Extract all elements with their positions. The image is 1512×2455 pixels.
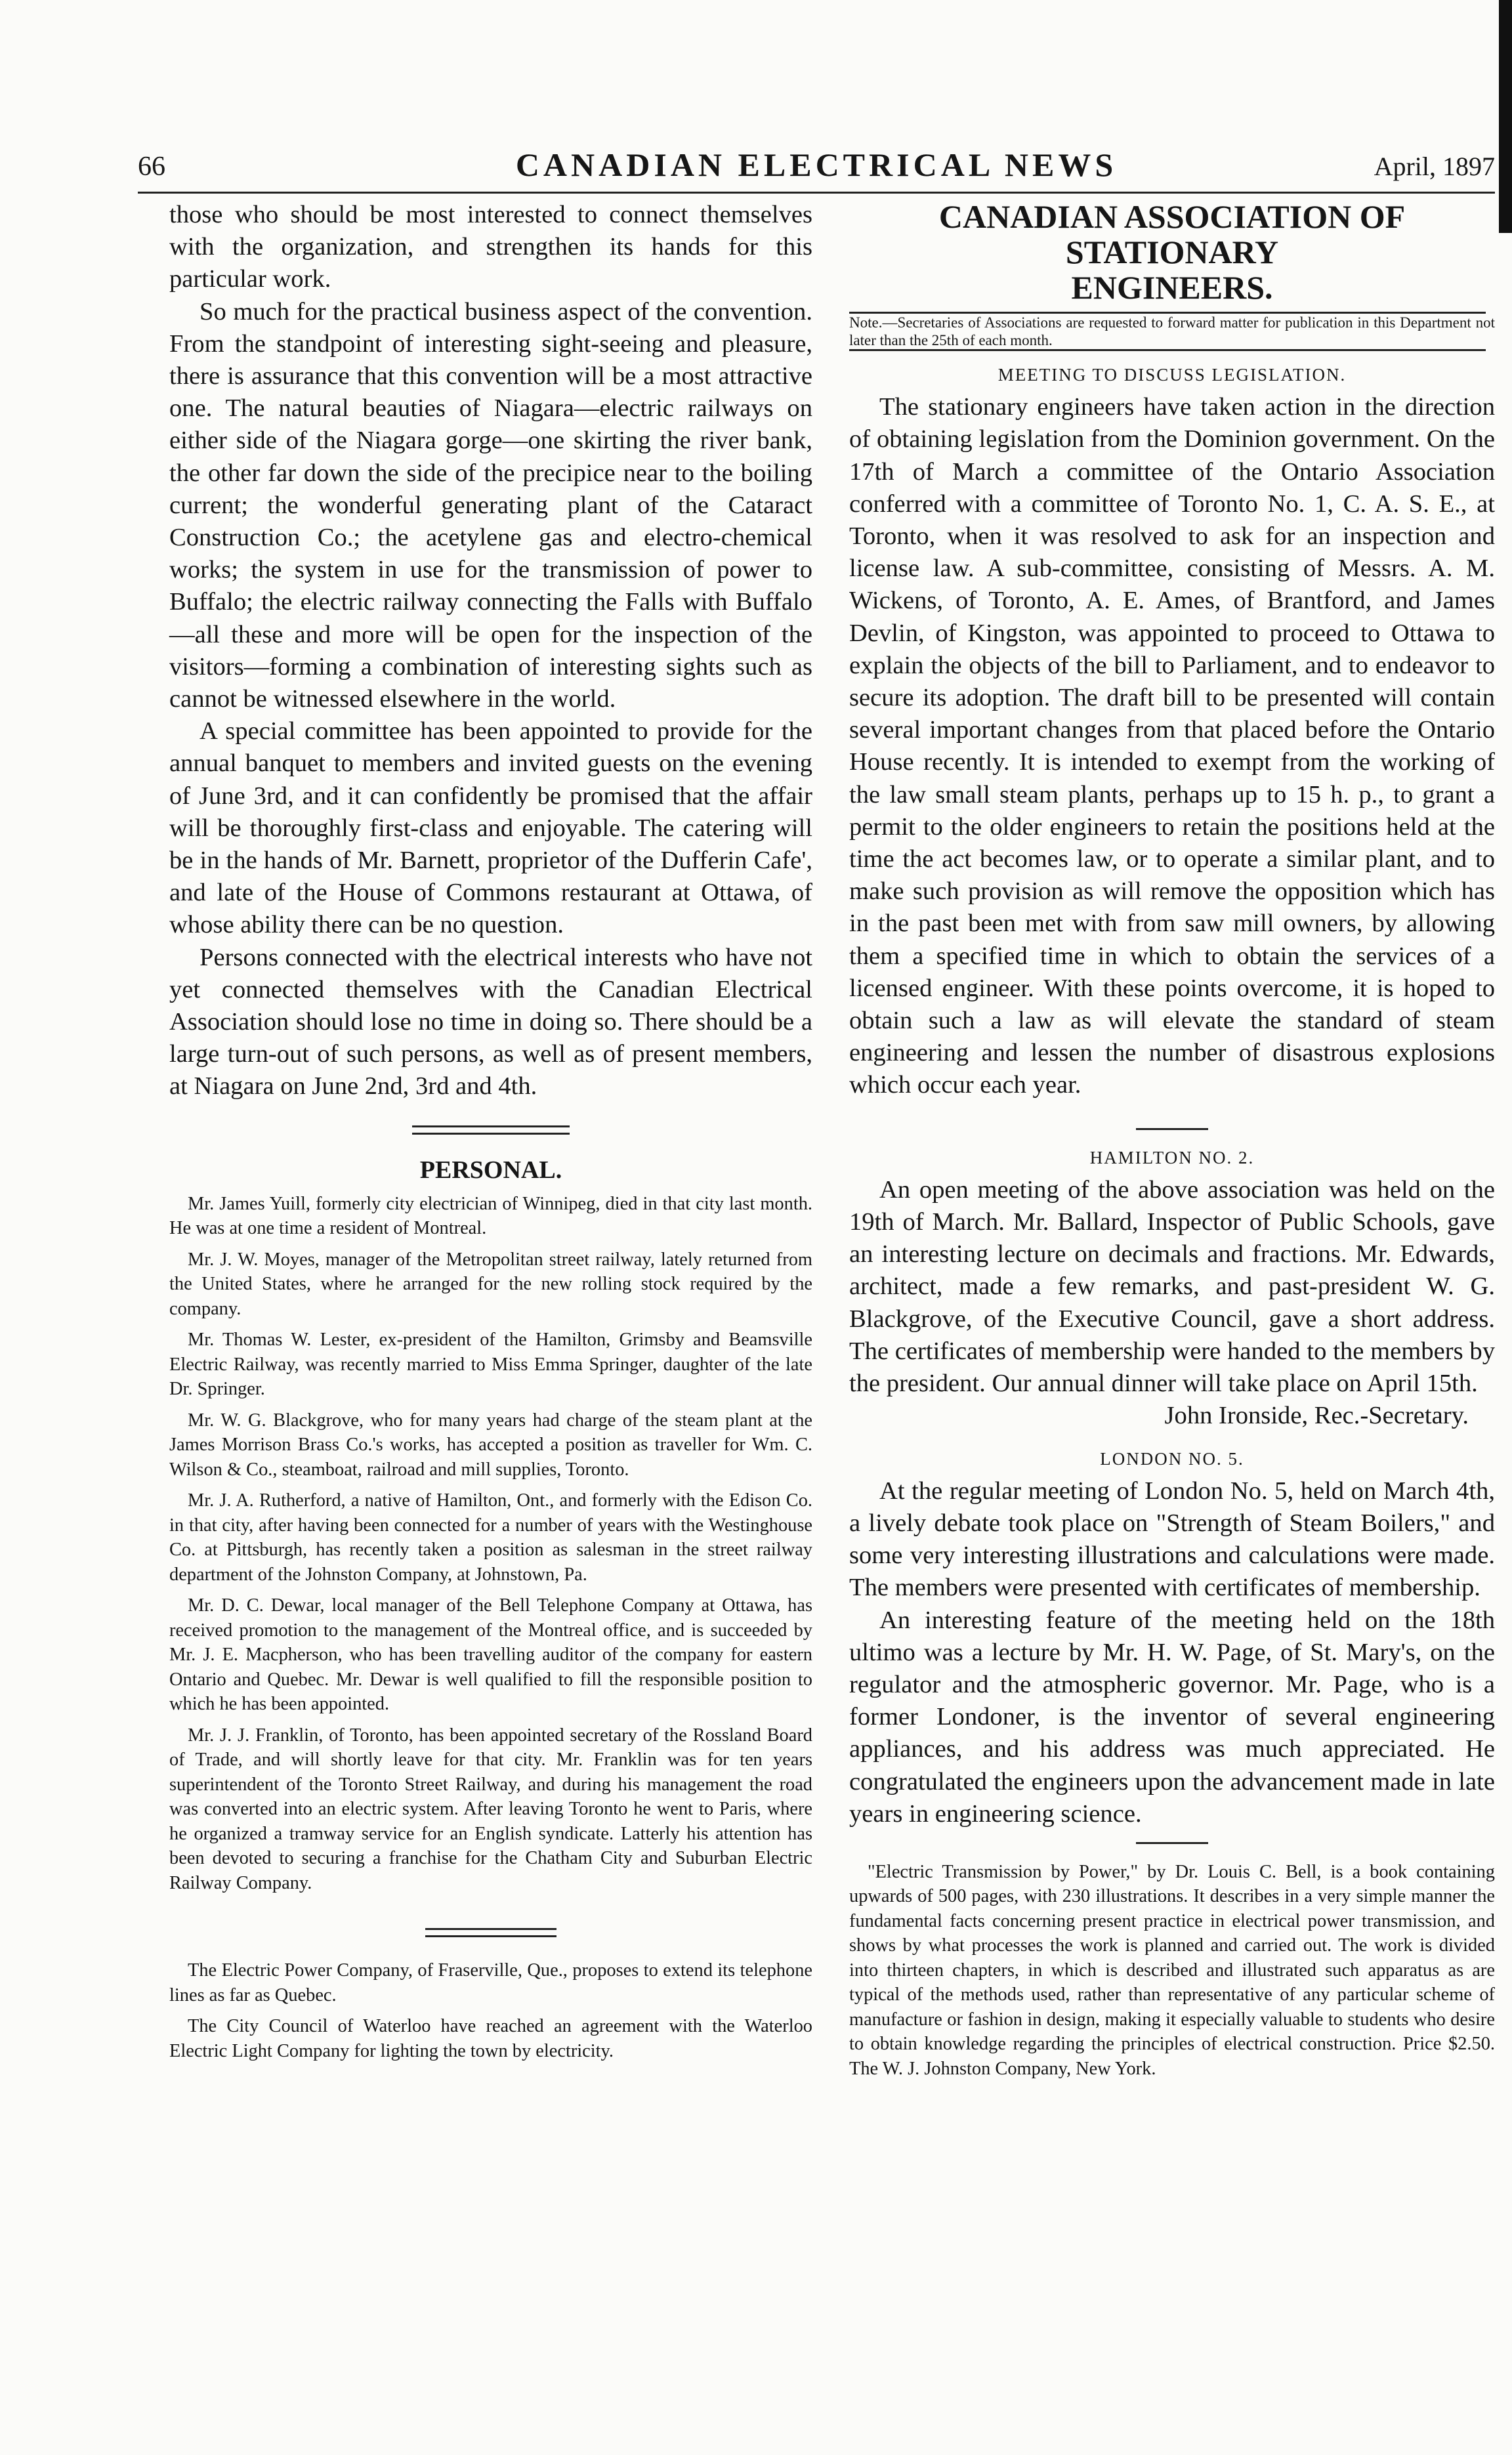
association-title-line-1: CANADIAN ASSOCIATION OF STATIONARY: [938, 198, 1406, 270]
personal-title: PERSONAL.: [419, 1156, 562, 1184]
article-paragraph: A special committee has been appointed to provide for the annual banquet to members and invited guests on the evening of June 3rd, and it can confidently be promised that the affair will be thoroughly first-class and enjoyable. The catering will be in the hands of Mr. Barnett, proprietor of the Dufferin Cafe', and late of the House of Commons restaurant at Ottawa, of whose ability there can be no question.: [169, 717, 812, 939]
book-notice-section: [849, 1860, 1495, 2082]
section-divider: [412, 1125, 570, 1135]
news-note: The City Council of Waterloo have reached an agreement with the Waterloo Electric Light Company for lighting the town by electricity.: [169, 2016, 812, 2061]
right-column: [849, 199, 1495, 2088]
meeting-heading: MEETING TO DISCUSS LEGISLATION.: [998, 365, 1347, 385]
news-note: The Electric Power Company, of Fraserville, Que., proposes to extend its telephone lines as far as Quebec.: [169, 1960, 812, 2005]
personal-section: [169, 1192, 812, 1896]
london-text: An interesting feature of the meeting held on the 18th ultimo was a lecture by Mr. H. W. Page, of St. Mary's, on the regulator and the atmospheric governor. Mr. Page, who is a former Londoner, is the inventor of several engineering appliances, and his address was much appreciated. He congratulated the engineers upon the advancement made in late years in engineering science.: [849, 1606, 1495, 1828]
london-heading: LONDON NO. 5.: [1100, 1448, 1244, 1469]
section-divider: [425, 1928, 556, 1937]
page-edge-bar: [1499, 0, 1512, 233]
personal-item: Mr. J. W. Moyes, manager of the Metropolitan street railway, lately returned from the United States, where he arranged for the new rolling stock required by the company.: [169, 1249, 812, 1319]
personal-item: Mr. W. G. Blackgrove, who for many years had charge of the steam plant at the James Morrison Brass Co.'s works, has accepted a position as traveller for Wm. C. Wilson & Co., steamboat, railroad and mill supplies, Toronto.: [169, 1410, 812, 1480]
personal-item: Mr. J. A. Rutherford, a native of Hamilton, Ont., and formerly with the Edison Co. in that city, after having been connected for a number of years with the Westinghouse Co. at Pittsburgh, has recently taken a position as salesman in the street railway department of the Johnston Company, at Johnstown, Pa.: [169, 1490, 812, 1585]
header-rule: [138, 192, 1495, 194]
article-paragraph: So much for the practical business aspect of the convention. From the standpoint of interesting sight-seeing and pleasure, there is assurance that this convention will be a most attractive one. The natural beauties of Niagara—electric railways on either side of the Niagara gorge—one skirting the river bank, the other far down the side of the precipice near to the boiling current; the wonderful generating plant of the Cataract Construction Co.; the acetylene gas and electro-chemical works; the system in use for the transmission of power to Buffalo; the electric railway connecting the Falls with Buffalo—all these and more will be open for the inspection of the visitors—forming a combination of interesting sights such as cannot be witnessed elsewhere in the world.: [169, 297, 812, 713]
meeting-text: The stationary engineers have taken action in the direction of obtaining legislation from the Dominion government. On the 17th of March a committee of the Ontario Association conferred with a committee of Toronto No. 1, C. A. S. E., at Toronto, when it was resolved to ask for an inspection and license law. A sub-committee, consisting of Messrs. A. M. Wickens, of Toronto, A. E. Ames, of Brantford, and James Devlin, of Kingston, was appointed to proceed to Ottawa to explain the objects of the bill to Parliament, and to endeavor to secure its adoption. The draft bill to be presented will contain several important changes from that placed before the Ontario House recently. It is intended to exempt from the working of the law small steam plants, perhaps up to 15 h. p., to grant a permit to the older engineers to retain the positions held at the time the act becomes law, or to operate a similar plant, and to make such provision as will remove the opposition which has in the past been met with from saw mill owners, by allowing them a specified time in which to obtain the services of a licensed engineer. With these points overcome, it is hoped to obtain such a law as will elevate the standard of steam engineering and lessen the number of disastrous explosions which occur each year.: [849, 393, 1495, 1099]
hamilton-heading: HAMILTON NO. 2.: [1089, 1147, 1255, 1167]
issue-date: April, 1897: [1374, 152, 1495, 181]
personal-item: Mr. James Yuill, formerly city electrician of Winnipeg, died in that city last month. He was at one time a resident of Montreal.: [169, 1193, 812, 1239]
hamilton-signature: John Ironside, Rec.-Secretary.: [1164, 1402, 1469, 1430]
personal-item: Mr. Thomas W. Lester, ex-president of the Hamilton, Grimsby and Beamsville Electric Railway, was recently married to Miss Emma Springer, daughter of the late Dr. Springer.: [169, 1330, 812, 1400]
editor-note: Note.—Secretaries of Associations are requested to forward matter for publication in this Department not later than the 25th of each month.: [849, 314, 1495, 348]
article-paragraph: those who should be most interested to connect themselves with the organization, and strengthen its hands for this particular work.: [169, 201, 812, 293]
page-header: [138, 146, 1495, 189]
notes-section: [169, 1958, 812, 2063]
london-text: At the regular meeting of London No. 5, held on March 4th, a lively debate took place on "Strength of Steam Boilers," and some very interesting illustrations and calculations were made. The members were presented with certificates of membership.: [849, 1477, 1495, 1602]
book-notice: "Electric Transmission by Power," by Dr. Louis C. Bell, is a book containing upwards of 500 pages, with 230 illustrations. It describes in a very simple manner the fundamental facts concerning present practice in electrical power transmission, and shows by what processes the work is planned and carried out. The work is divided into thirteen chapters, in which is described and illustrated such apparatus as are typical of the methods used, rather than representative of any particular scheme of manufacture or fashion in design, making it especially valuable to students who desire to obtain knowledge regarding the principles of electrical construction. Price $2.50. The W. J. Johnston Company, New York.: [849, 1861, 1495, 2079]
page-number: 66: [138, 152, 165, 182]
hamilton-text: An open meeting of the above association was held on the 19th of March. Mr. Ballard, Inspector of Public Schools, gave an interesting lecture on decimals and fractions. Mr. Edwards, architect, made a few remarks, and past-president W. G. Blackgrove, of the Executive Council, gave a short address. The certificates of membership were handed to the members by the president. Our annual dinner will take place on April 15th.: [849, 1175, 1495, 1398]
association-title-line-2: ENGINEERS.: [1071, 269, 1273, 306]
running-title: CANADIAN ELECTRICAL NEWS: [515, 146, 1118, 183]
personal-item: Mr. D. C. Dewar, local manager of the Bell Telephone Company at Ottawa, has received promotion to the management of the Montreal office, and is succeeded by Mr. J. E. Macpherson, who has been travelling auditor of the company for eastern Ontario and Quebec. Mr. Dewar is well qualified to fill the responsible position to which he has been appointed.: [169, 1595, 812, 1715]
left-column: [169, 199, 812, 2070]
article-paragraph: Persons connected with the electrical interests who have not yet connected themselves with the Canadian Electrical Association should lose no time in doing so. There should be a large turn-out of such persons, as well as of present members, at Niagara on June 2nd, 3rd and 4th.: [169, 943, 812, 1101]
personal-item: Mr. J. J. Franklin, of Toronto, has been appointed secretary of the Rossland Board of Trade, and will shortly leave for that city. Mr. Franklin was for ten years superintendent of the Toronto Street Railway, and during his management the road was converted into an electric system. After leaving Toronto he went to Paris, where he organized a tramway service for an English syndicate. Latterly his attention has been devoted to securing a franchise for the Chatham City and Suburban Electric Railway Company.: [169, 1725, 812, 1893]
